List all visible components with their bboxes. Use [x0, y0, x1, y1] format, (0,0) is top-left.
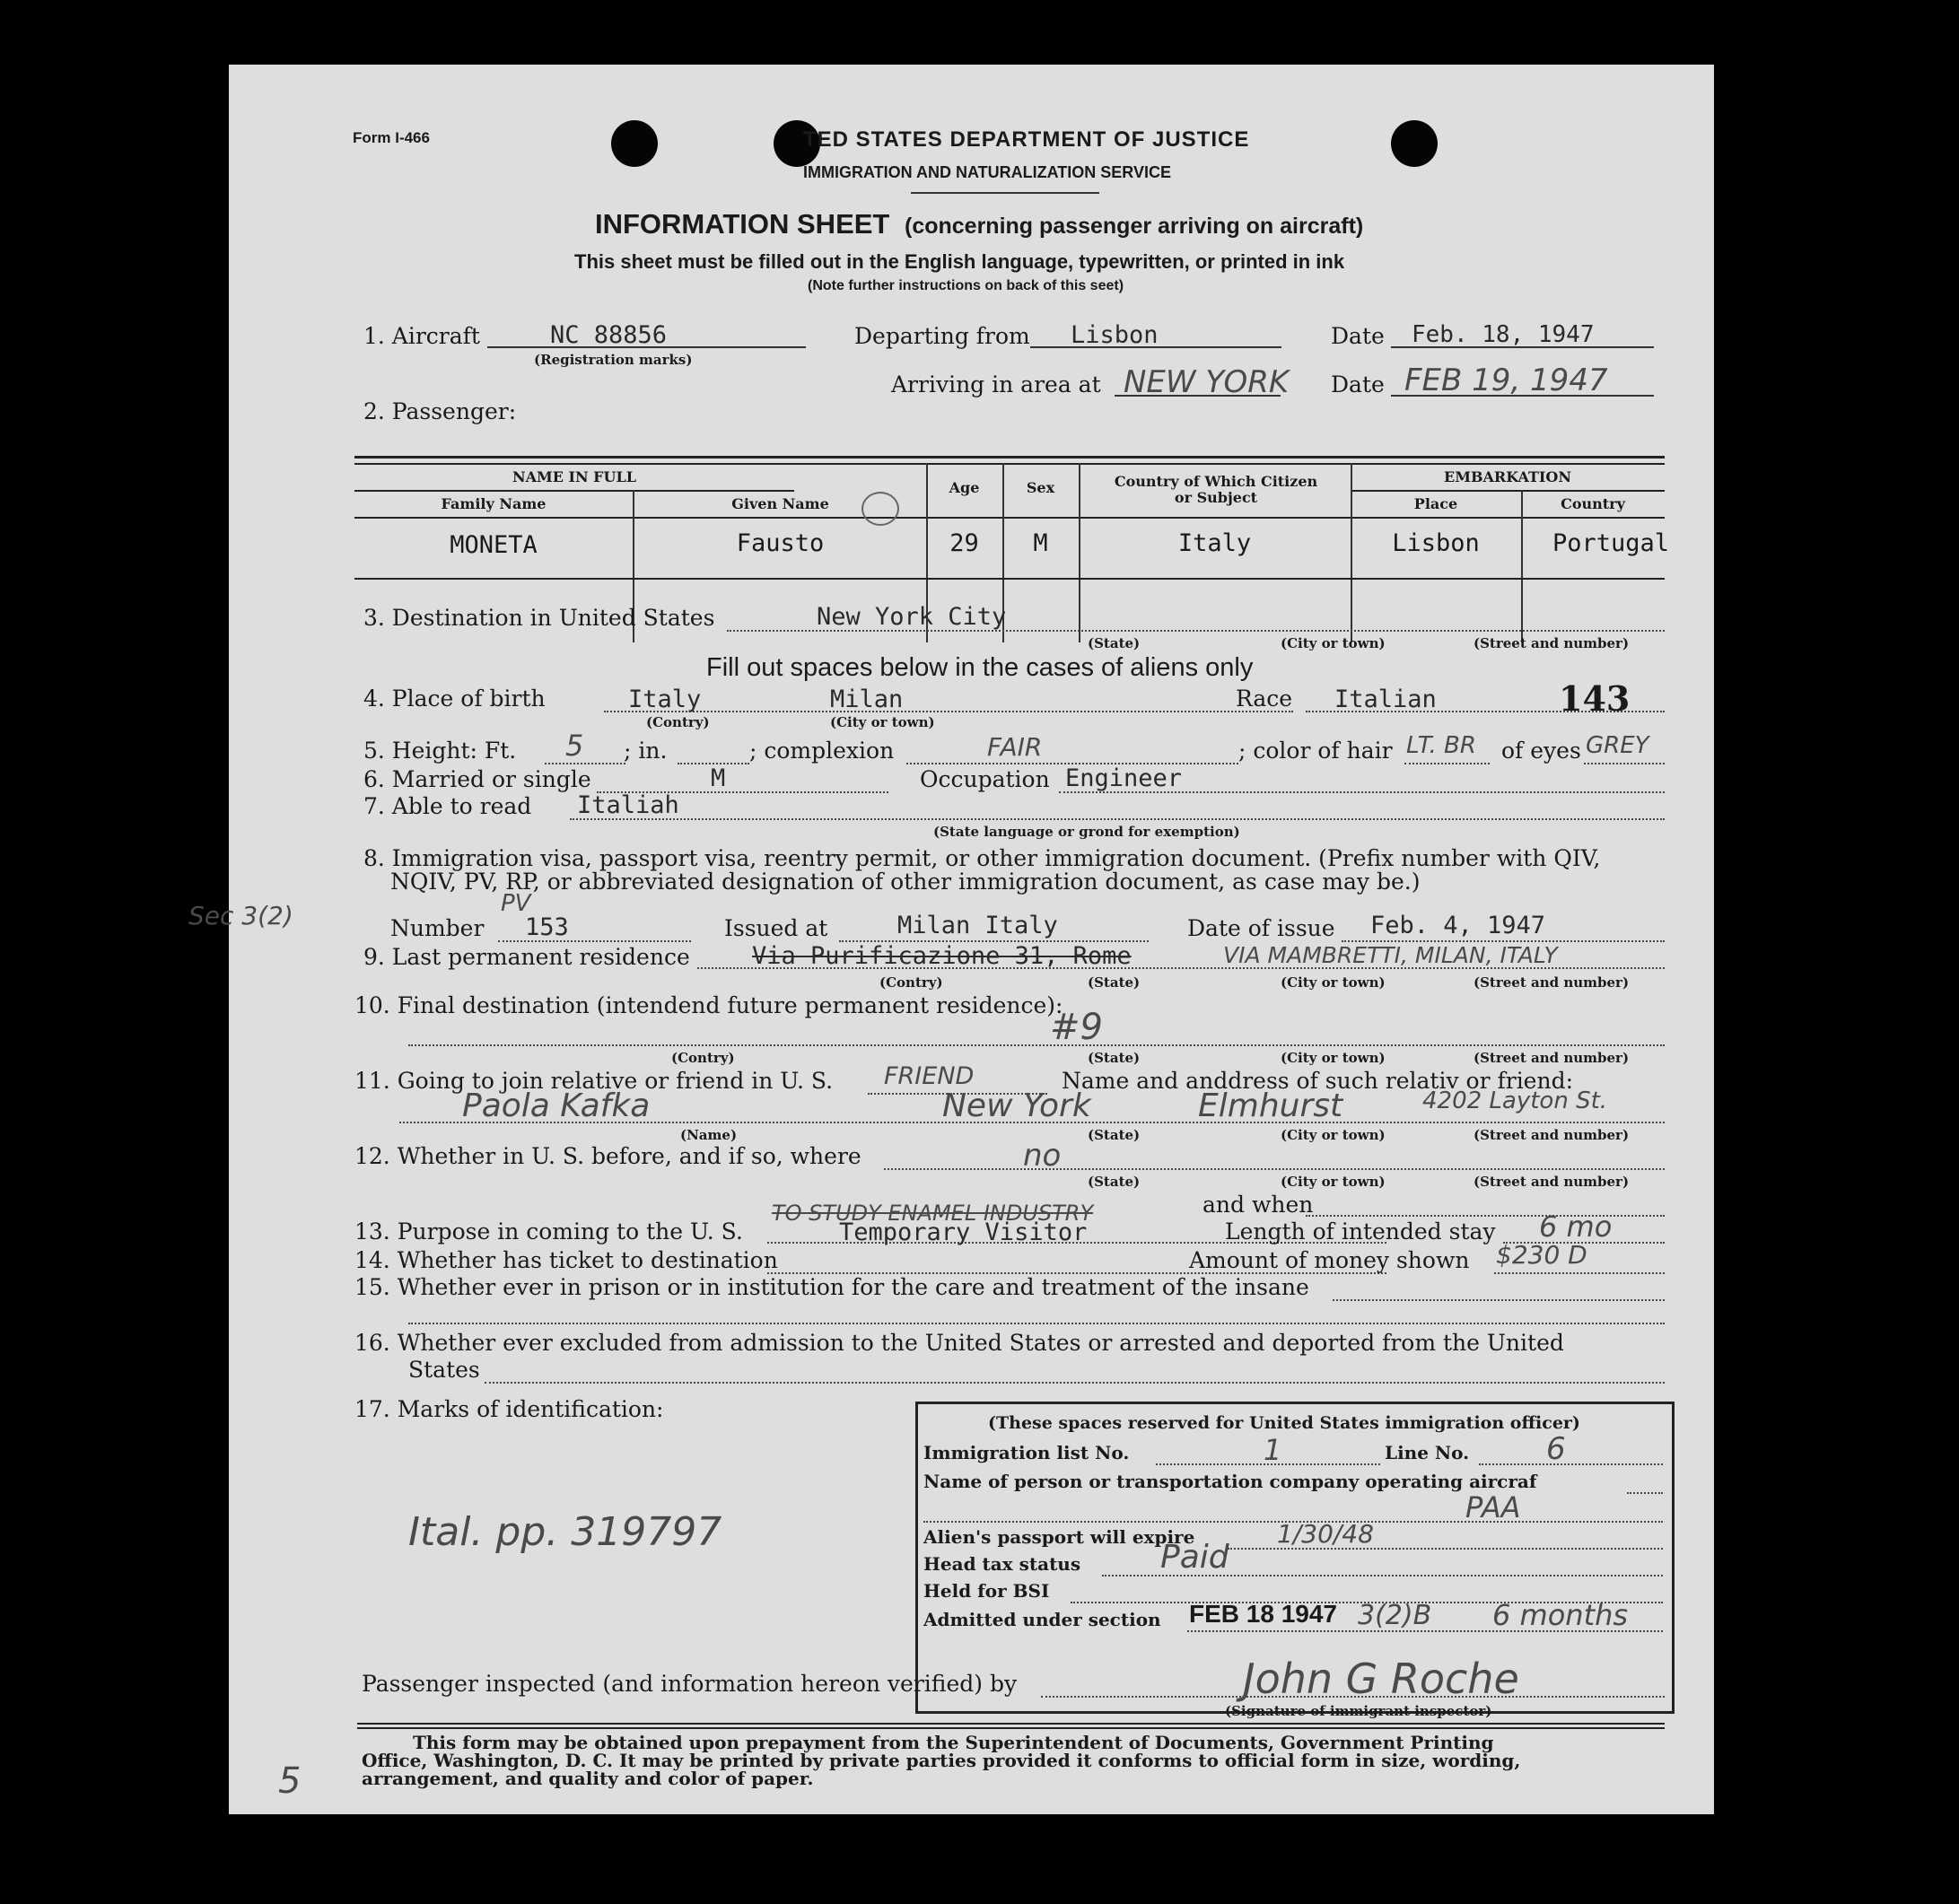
visa-number-label: Number	[390, 915, 485, 941]
punch-hole	[611, 120, 658, 167]
contry-caption: (Contry)	[671, 1050, 735, 1066]
registration-caption: (Registration marks)	[534, 352, 693, 368]
age-value: 29	[949, 529, 979, 557]
street-caption: (Street and number)	[1474, 635, 1630, 651]
stay-length-label: Length of intended stay	[1225, 1218, 1496, 1245]
stamped-number: 143	[1559, 678, 1631, 719]
visa-prefix: PV	[501, 890, 531, 917]
family-name-value: MONETA	[450, 531, 538, 559]
admitted-section-label: Admitted under section	[923, 1609, 1161, 1630]
citizenship-header: Country of Which Citizen or Subject	[1114, 473, 1318, 506]
city-caption: (City or town)	[1281, 1050, 1386, 1066]
visa-text-1: 8. Immigration visa, passport visa, reentry permit, or other immigration document. (Prefix number with QIV,	[363, 845, 1601, 871]
issue-date-label: Date of issue	[1187, 915, 1335, 941]
birth-country-value: Italy	[628, 686, 702, 713]
relation-value: FRIEND	[884, 1062, 975, 1090]
state-caption: (State)	[1088, 1174, 1141, 1190]
given-name-value: Fausto	[736, 529, 825, 557]
citizenship-value: Italy	[1177, 529, 1252, 557]
complexion-value: FAIR	[987, 732, 1043, 762]
name-in-full-header: NAME IN FULL	[512, 468, 636, 485]
state-caption: (State)	[1088, 1127, 1141, 1143]
family-name-header: Family Name	[441, 495, 547, 512]
contry-caption: (Contry)	[879, 974, 943, 991]
money-label: Amount of money shown	[1189, 1247, 1470, 1273]
state-caption: (State)	[1088, 1050, 1141, 1066]
state-caption: (State)	[1088, 974, 1141, 991]
passport-expire-label: Alien's passport will expire	[923, 1526, 1195, 1548]
department-name: TED STATES DEPARTMENT OF JUSTICE	[803, 127, 1250, 152]
footer-line-3: arrangement, and quality and color of paper.	[362, 1768, 814, 1789]
identification-label: 17. Marks of identification:	[354, 1396, 664, 1422]
signature-caption: (Signature of immigrant inspector)	[1225, 1703, 1492, 1719]
passport-expire-value: 1/30/48	[1277, 1519, 1374, 1549]
read-label: 7. Able to read	[363, 793, 532, 819]
city-caption: (City or town)	[1281, 1127, 1386, 1143]
prior-visit-value: no	[1023, 1138, 1062, 1174]
city-caption: (City or town)	[830, 714, 935, 730]
excluded-label-1: 16. Whether ever excluded from admission to the United States or arrested and deported from the United	[354, 1330, 1564, 1356]
friend-name-value: Paola Kafka	[462, 1087, 651, 1124]
footer-line-1: This form may be obtained upon prepayment from the Superintendent of Documents, Government Printing	[413, 1732, 1494, 1753]
aircraft-label: 1. Aircraft	[363, 323, 480, 349]
street-caption: (Street and number)	[1474, 1050, 1630, 1066]
birth-city-value: Milan	[830, 686, 904, 713]
issue-date-value: Feb. 4, 1947	[1370, 912, 1546, 939]
passenger-label: 2. Passenger:	[363, 398, 517, 424]
eyes-label: of eyes	[1501, 738, 1581, 764]
money-value: $230 D	[1496, 1240, 1587, 1270]
aircraft-value: NC 88856	[550, 321, 668, 349]
read-value: Italiah	[577, 791, 679, 819]
state-caption: (State)	[1088, 635, 1141, 651]
friend-city-value: Elmhurst	[1198, 1087, 1343, 1124]
punch-hole	[1391, 120, 1438, 167]
held-bsi-label: Held for BSI	[923, 1580, 1050, 1602]
depart-date-value: Feb. 18, 1947	[1412, 321, 1595, 348]
issued-at-value: Milan Italy	[897, 912, 1058, 939]
form-title	[595, 208, 1363, 240]
pen-circle	[861, 492, 899, 526]
residence-label: 9. Last permanent residence	[363, 944, 690, 970]
aliens-only-note: Fill out spaces below in the cases of aliens only	[706, 653, 1254, 682]
residence-handwritten-value: VIA MAMBRETTI, MILAN, ITALY	[1223, 942, 1558, 968]
admitted-date-stamp: FEB 18 1947	[1189, 1600, 1337, 1628]
language-caption: (State language or grond for exemption)	[933, 824, 1240, 840]
age-header: Age	[949, 479, 980, 496]
prison-label: 15. Whether ever in prison or in institution for the care and treatment of the insane	[354, 1274, 1309, 1300]
marital-value: M	[711, 764, 726, 792]
title-sub: (concerning passenger arriving on aircraft)	[905, 214, 1364, 239]
destination-value: New York City	[817, 603, 1007, 631]
line-no-label: Line No.	[1385, 1442, 1470, 1463]
embark-country-header: Country	[1561, 495, 1625, 512]
admitted-section-value: 3(2)B	[1358, 1600, 1432, 1631]
identification-value: Ital. pp. 319797	[408, 1509, 722, 1555]
eyes-value: GREY	[1586, 732, 1649, 759]
excluded-label-2: States	[408, 1357, 480, 1383]
birthplace-label: 4. Place of birth	[363, 686, 546, 712]
race-label: Race	[1236, 686, 1293, 712]
form-instructions: This sheet must be filled out in the English language, typewritten, or printed in ink	[574, 250, 1345, 273]
name-caption: (Name)	[680, 1127, 738, 1143]
street-caption: (Street and number)	[1474, 974, 1630, 991]
list-no-value: 1	[1264, 1433, 1282, 1467]
contry-caption: (Contry)	[646, 714, 710, 730]
margin-page-number: 5	[278, 1760, 302, 1802]
place-header: Place	[1413, 495, 1458, 512]
head-tax-value: Paid	[1160, 1539, 1229, 1576]
footer-line-2: Office, Washington, D. C. It may be printed by private parties provided it conforms to official form in size, wording,	[362, 1750, 1521, 1771]
height-label: 5. Height: Ft.	[363, 738, 517, 764]
marital-label: 6. Married or single	[363, 766, 591, 792]
arriving-value: NEW YORK	[1124, 364, 1290, 400]
purpose-value: Temporary Visitor	[839, 1218, 1088, 1246]
sex-value: M	[1033, 529, 1048, 557]
hair-label: ; color of hair	[1238, 738, 1393, 764]
relative-name-label: Name and anddress of such relativ or friend:	[1062, 1068, 1574, 1094]
street-caption: (Street and number)	[1474, 1174, 1630, 1190]
join-relative-label: 11. Going to join relative or friend in U. S.	[354, 1068, 834, 1094]
visa-number-value: 153	[525, 913, 569, 941]
section-margin-note: Sec 3(2)	[188, 901, 293, 930]
title-main: INFORMATION SHEET	[595, 208, 890, 240]
arrive-date-value: FEB 19, 1947	[1404, 362, 1608, 398]
occupation-value: Engineer	[1065, 764, 1183, 792]
race-value: Italian	[1334, 686, 1437, 713]
purpose-struck-value: TO STUDY ENAMEL INDUSTRY	[772, 1201, 1094, 1226]
service-name: IMMIGRATION AND NATURALIZATION SERVICE	[803, 163, 1171, 181]
residence-typed-value: Via Purificazione 31, Rome	[752, 942, 1132, 970]
purpose-label: 13. Purpose in coming to the U. S.	[354, 1218, 743, 1245]
final-destination-label: 10. Final destination (intendend future permanent residence):	[354, 992, 1063, 1018]
line-no-value: 6	[1546, 1431, 1566, 1467]
form-note: (Note further instructions on back of this seet)	[808, 278, 1124, 293]
embark-country-value: Portugal	[1552, 529, 1670, 557]
embark-place-value: Lisbon	[1392, 529, 1480, 557]
operator-label: Name of person or transportation company operating aircraf	[923, 1471, 1537, 1492]
operator-value: PAA	[1465, 1490, 1521, 1524]
final-destination-value: #9	[1050, 1007, 1103, 1048]
officer-box-title: (These spaces reserved for United States immigration officer)	[988, 1413, 1580, 1433]
inspector-signature: John G Roche	[1243, 1655, 1519, 1703]
visa-text-2: NQIV, PV, RP, or abbreviated designation of other immigration document, as case may be.)	[390, 869, 1421, 895]
street-caption: (Street and number)	[1474, 1127, 1630, 1143]
given-name-header: Given Name	[731, 495, 829, 512]
stay-length-value: 6 mo	[1539, 1210, 1613, 1244]
friend-state-value: New York	[942, 1087, 1091, 1124]
list-no-label: Immigration list No.	[923, 1442, 1130, 1463]
depart-date-label: Date	[1331, 323, 1385, 349]
arrive-date-label: Date	[1331, 371, 1385, 397]
height-in-label: ; in.	[624, 738, 668, 764]
issued-at-label: Issued at	[724, 915, 828, 941]
friend-street-value: 4202 Layton St.	[1422, 1087, 1608, 1114]
height-ft-value: 5	[565, 729, 584, 763]
departing-value: Lisbon	[1071, 321, 1159, 349]
inspected-by-label: Passenger inspected (and information hereon verified) by	[362, 1671, 1018, 1697]
city-caption: (City or town)	[1281, 974, 1386, 991]
occupation-label: Occupation	[920, 766, 1050, 792]
sex-header: Sex	[1026, 479, 1055, 496]
complexion-label: ; complexion	[749, 738, 895, 764]
departing-label: Departing from	[854, 323, 1030, 349]
ticket-label: 14. Whether has ticket to destination	[354, 1247, 778, 1273]
embarkation-header: EMBARKATION	[1444, 468, 1571, 485]
admitted-period-value: 6 months	[1492, 1598, 1629, 1632]
prior-visit-label: 12. Whether in U. S. before, and if so, where	[354, 1143, 861, 1169]
city-caption: (City or town)	[1281, 1174, 1386, 1190]
hair-value: LT. BR	[1406, 732, 1476, 759]
head-tax-label: Head tax status	[923, 1553, 1081, 1575]
destination-label: 3. Destination in United States	[363, 605, 715, 631]
form-number: Form I-466	[353, 129, 430, 146]
information-sheet	[188, 65, 1714, 1814]
and-when-label: and when	[1203, 1192, 1314, 1218]
city-caption: (City or town)	[1281, 635, 1386, 651]
arriving-label: Arriving in area at	[891, 371, 1101, 397]
